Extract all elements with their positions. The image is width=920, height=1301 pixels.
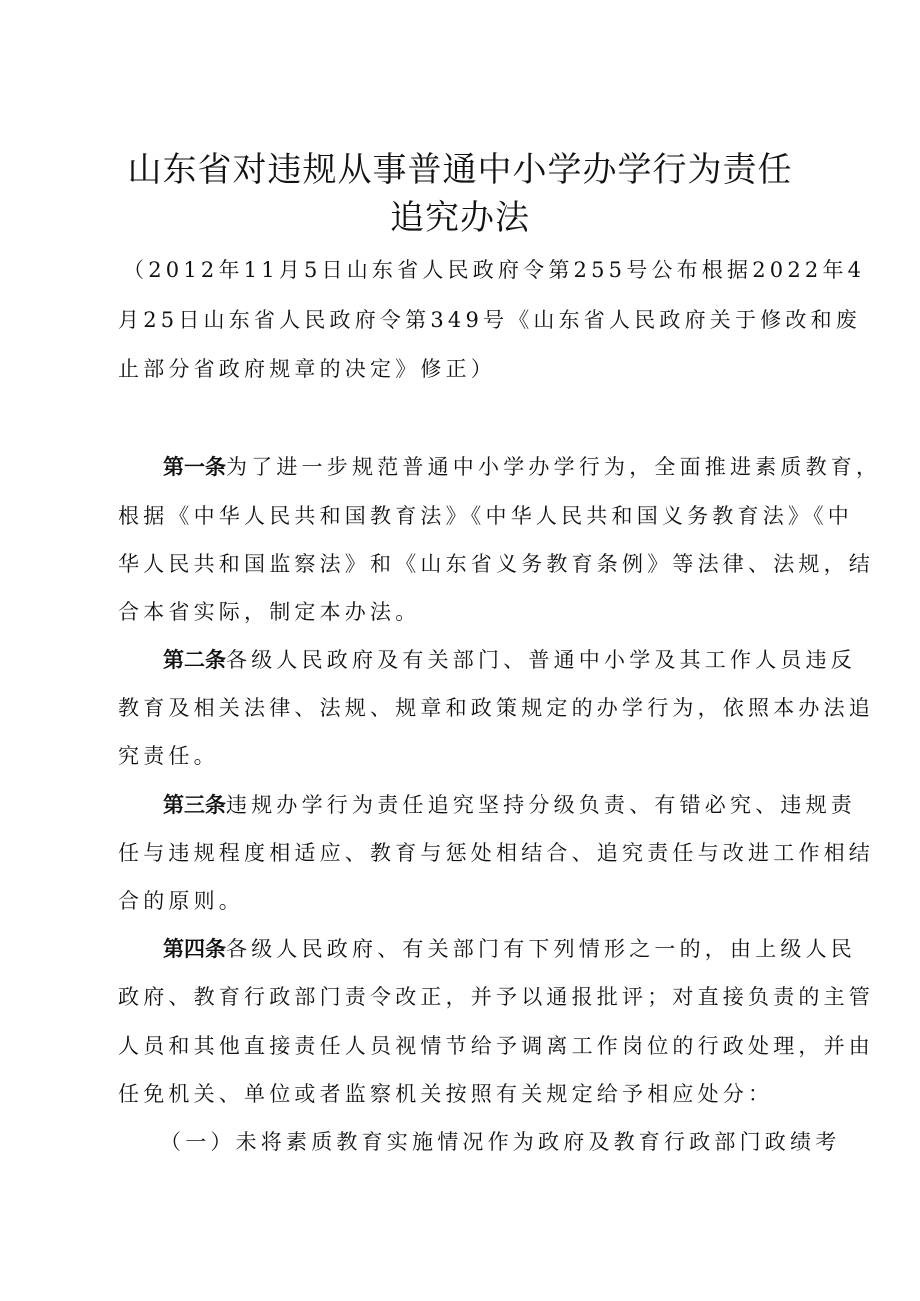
article-line: 根据《中华人民共和国教育法》《中华人民共和国义务教育法》《中: [118, 504, 853, 528]
article-heading: 第四条: [163, 937, 226, 961]
article-line: 华人民共和国监察法》和《山东省义务教育条例》等法律、法规，结: [118, 552, 874, 576]
article-line: [163, 934, 863, 964]
article-heading: 第一条: [163, 455, 226, 479]
article-line: 政府、教育行政部门责令改正，并予以通报批评；对直接负责的主管: [118, 985, 874, 1009]
article-line: 教育及相关法律、法规、规章和政策规定的办学行为，依照本办法追: [118, 696, 874, 720]
amendment-note-line: 止部分省政府规章的决定》修正）: [118, 357, 496, 381]
article-text: 违规办学行为责任追究坚持分级负责、有错必究、违规责: [226, 793, 856, 817]
document-title: 山东省对违规从事普通中小学办学行为责任: [127, 150, 793, 190]
article-text: 为了进一步规范普通中小学办学行为，全面推进素质教育，: [226, 455, 882, 479]
article-line: 合的原则。: [118, 889, 244, 913]
list-item: （一）未将素质教育实施情况作为政府及教育行政部门政绩考: [160, 1130, 841, 1154]
article-line: 任与违规程度相适应、教育与惩处相结合、追究责任与改进工作相结: [118, 841, 874, 865]
article-line: 任免机关、单位或者监察机关按照有关规定给予相应处分：: [118, 1082, 774, 1106]
article-line: 人员和其他直接责任人员视情节给予调离工作岗位的行政处理，并由: [118, 1034, 874, 1058]
article-line: [163, 790, 863, 820]
article-heading: 第二条: [163, 648, 226, 672]
article-line: 究责任。: [118, 744, 219, 768]
article-line: [163, 645, 863, 675]
article-line: 合本省实际，制定本办法。: [118, 600, 421, 624]
article-text: 各级人民政府、有关部门有下列情形之一的，由上级人民: [226, 937, 856, 961]
article-heading: 第三条: [163, 793, 226, 817]
amendment-note-line: （2012年11月5日山东省人民政府令第255号公布根据2022年4: [123, 258, 866, 282]
amendment-note-line: 月25日山东省人民政府令第349号《山东省人民政府关于修改和废: [118, 308, 862, 332]
article-line: [163, 452, 882, 482]
document-title-continued: 追究办法: [390, 198, 530, 238]
article-text: 各级人民政府及有关部门、普通中小学及其工作人员违反: [226, 648, 856, 672]
